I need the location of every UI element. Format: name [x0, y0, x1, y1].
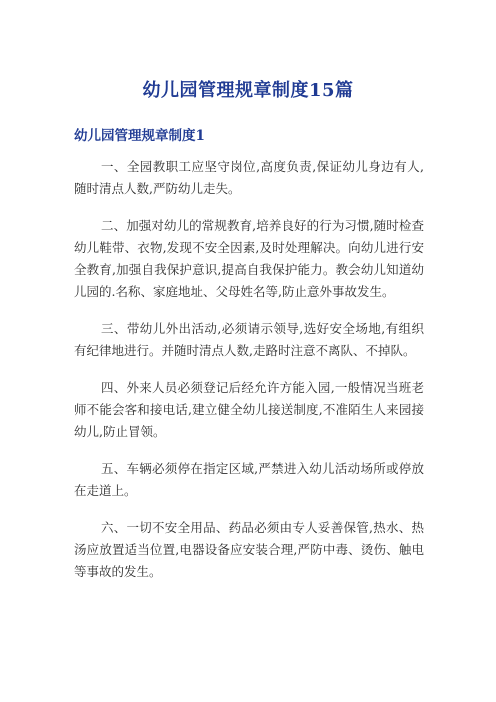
document-body [74, 156, 424, 598]
paragraph-3: 三、带幼儿外出活动,必须请示领导,选好安全场地,有组织有纪律地进行。并随时清点人数,走路时注意不离队、不掉队。 [74, 321, 424, 358]
paragraph-1: 一、全园教职工应坚守岗位,高度负责,保证幼儿身边有人,随时清点人数,严防幼儿走失。 [74, 159, 424, 196]
section-heading: 幼儿园管理规章制度1 [74, 128, 205, 144]
paragraph-2: 二、加强对幼儿的常规教育,培养良好的行为习惯,随时检查幼儿鞋带、衣物,发现不安全因素,及时处理解决。向幼儿进行安全教育,加强自我保护意识,提高自我保护能力。教会幼儿知道幼儿园的.名称、家庭地址、父母姓名等,防止意外事故发生。 [74, 218, 424, 299]
paragraph-6: 六、一切不安全用品、药品必须由专人妥善保管,热水、热汤应放置适当位置,电器设备应安装合理,严防中毒、烫伤、触电等事故的发生。 [74, 520, 424, 579]
paragraph-4: 四、外来人员必须登记后经允许方能入园,一般情况当班老师不能会客和接电话,建立健全幼儿接送制度,不准陌生人来园接幼儿,防止冒领。 [74, 380, 424, 439]
paragraph-5: 五、车辆必须停在指定区域,严禁进入幼儿活动场所或停放在走道上。 [74, 461, 424, 498]
document-title: 幼儿园管理规章制度15篇 [142, 80, 354, 101]
